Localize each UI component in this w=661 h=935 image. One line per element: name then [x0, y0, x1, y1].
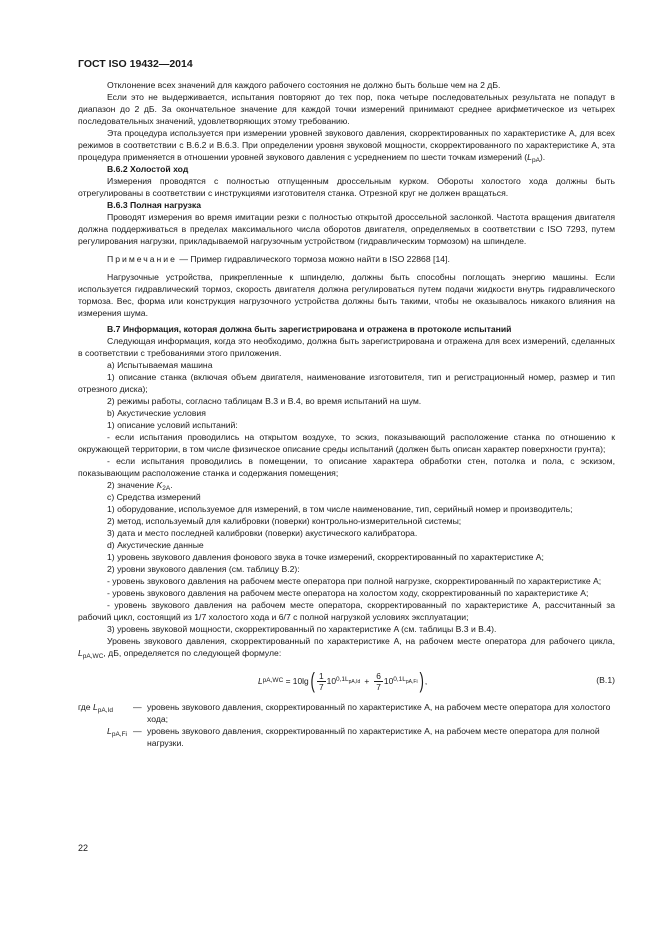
left-paren: ( — [310, 668, 315, 693]
definitions — [78, 701, 615, 749]
list-item: - если испытания проводились в помещении, то описание характера обработки стен, потолка и пола, с эскизом, показывающим расположение станка и содержания помещения; — [78, 456, 615, 478]
list-item: - если испытания проводились на открытом воздухе, то эскиз, показывающий расположение станка по отношению к окружающей территории, в том числе физическое описание среды испытаний (должен быть описан характер поверхности грунта); — [78, 432, 615, 454]
list-item: 3) уровень звуковой мощности, скорректированный по характеристике A (см. таблицы B.3 и B.4). — [107, 624, 497, 634]
list-item: 2) режимы работы, согласно таблицам B.3 и B.4, во время испытаний на шум. — [107, 396, 422, 406]
paragraph: Проводят измерения во время имитации резки с полностью открытой дроссельной заслонкой. Частота вращения двигателя должна поддерживаться в пределах максимального числа оборотов двигателя, определяемых в соответствии с ISO 7293, путем регулирования нагрузки, прикладываемой нагрузочным устройством (гидравлическим тормозом) на шпинделе. — [78, 212, 615, 246]
paragraph: Уровень звукового давления, скорректированный по характеристике A, на рабочем месте оператора для рабочего цикла, $L_{pA,WC}$, дБ, определяется по следующей формуле: — [78, 636, 615, 660]
definition-row: где $L_{pA,Id}$ — уровень звукового давления, скорректированный по характеристике A, на рабочем месте оператора для холостого хода; — [78, 702, 611, 724]
formula-number: (B.1) — [596, 675, 615, 685]
list-item: 1) описание станка (включая объем двигателя, наименование изготовителя, тип и регистрационный номер, размер и тип отрезного диска); — [78, 372, 615, 394]
list-item: 2) метод, используемый для калибровки (поверки) контрольно-измерительной системы; — [107, 516, 462, 526]
list-item: 2) значение $K_{2A}$. — [107, 480, 173, 492]
list-item: 1) уровень звукового давления фонового звука в точке измерений, скорректированный по характеристике A; — [107, 552, 544, 562]
list-item: - уровень звукового давления на рабочем месте оператора при полной нагрузке, скорректированный по характеристике A; — [107, 576, 602, 586]
note: Примечание — Пример гидравлического тормоза можно найти в ISO 22868 [14]. — [107, 254, 450, 264]
paragraph: Измерения проводятся с полностью отпущенным дроссельным курком. Обороты холостого хода должны быть отрегулированы в соответствии с инструкциями изготовителя станка. Отрезной круг не должен вращаться. — [78, 176, 615, 198]
fraction-six-sevenths: $\frac{6}{7}$ — [376, 670, 381, 692]
definition-row: $L_{pA,Fi}$ — уровень звукового давления, скорректированный по характеристике A, на рабочем месте оператора для полной нагрузки. — [107, 726, 600, 748]
list-item: 1) описание условий испытаний: — [107, 420, 238, 430]
list-item: a) Испытываемая машина — [107, 360, 213, 370]
paragraph: Эта процедура используется при измерении уровней звукового давления, скорректированных по характеристике A, для всех режимов в соответствии с B.6.2 и B.6.3. При определении уровня звуковой мощности, скорректированного по характеристике A, эта процедура применяется в отношении уровней звукового давления с усреднением по шести точкам измерений $(L_{pA})$. — [78, 128, 615, 164]
paragraph: Если это не выдерживается, испытания повторяют до тех пор, пока четыре последовательных результата не попадут в диапазон до 2 дБ. За окончательное значение для каждой точки измерений принимают среднее арифметическое из четырех последовательных значений, удовлетворяющих этому требованию. — [78, 92, 615, 126]
paragraph: Отклонение всех значений для каждого рабочего состояния не должно быть больше чем на 2 дБ. — [107, 80, 501, 90]
list-item: 2) уровни звукового давления (см. таблицу B.2): — [107, 564, 300, 574]
list-item: 3) дата и место последней калибровки (поверки) акустического калибратора. — [107, 528, 418, 538]
paragraph: Следующая информация, когда это необходимо, должна быть зарегистрирована и отражена для всех измерений, сделанных в соответствии с требованиями этого приложения. — [78, 336, 615, 358]
list-item: d) Акустические данные — [107, 540, 204, 550]
document-header: ГОСТ ISO 19432—2014 — [78, 58, 193, 70]
fraction-one-seventh: $\frac{1}{7}$ — [318, 670, 324, 692]
note-label: Примечание — [107, 254, 177, 264]
section-heading-b7: B.7 Информация, которая должна быть зарегистрирована и отражена в протоколе испытаний — [107, 324, 512, 334]
list-item: c) Средства измерений — [107, 492, 201, 502]
formula-expression: L pA,WC = 10lg ( $\frac{1}{7}$ 10 $0,1L_{pA,Id}$ + $\frac{6}{7}$ 10 $0,1L_{pA,Fi}$ ) , — [258, 668, 428, 693]
section-heading-b63: B.6.3 Полная нагрузка — [107, 200, 202, 210]
list-item: - уровень звукового давления на рабочем месте оператора на холостом ходу, скорректированный по характеристике A; — [107, 588, 589, 598]
page-content — [78, 79, 615, 749]
paragraph: Нагрузочные устройства, прикрепленные к шпинделю, должны быть способны поглощать энергию машины. Если используется гидравлический тормоз, скорость двигателя должна регулироваться путем подачи жидкости внутрь гидравлического тормоза. Вес, форма или конструкция нагрузочного устройства должны быть такими, чтобы не оказывалось никакого влияния на измерения шума. — [78, 272, 615, 318]
list-item: b) Акустические условия — [107, 408, 206, 418]
page-number: 22 — [78, 843, 89, 853]
formula-b1 — [78, 664, 615, 698]
right-paren: ) — [419, 668, 424, 693]
list-item: - уровень звукового давления на рабочем месте оператора, скорректированный по характеристике A, рассчитанный за рабочий цикл, состоящий из 1/7 холостого хода и 6/7 с полной нагрузкой условиях эксплуатации; — [78, 600, 615, 622]
section-heading-b62: B.6.2 Холостой ход — [107, 164, 189, 174]
list-item: 1) оборудование, используемое для измерений, в том числе наименование, тип, серийный номер и производитель; — [107, 504, 573, 514]
